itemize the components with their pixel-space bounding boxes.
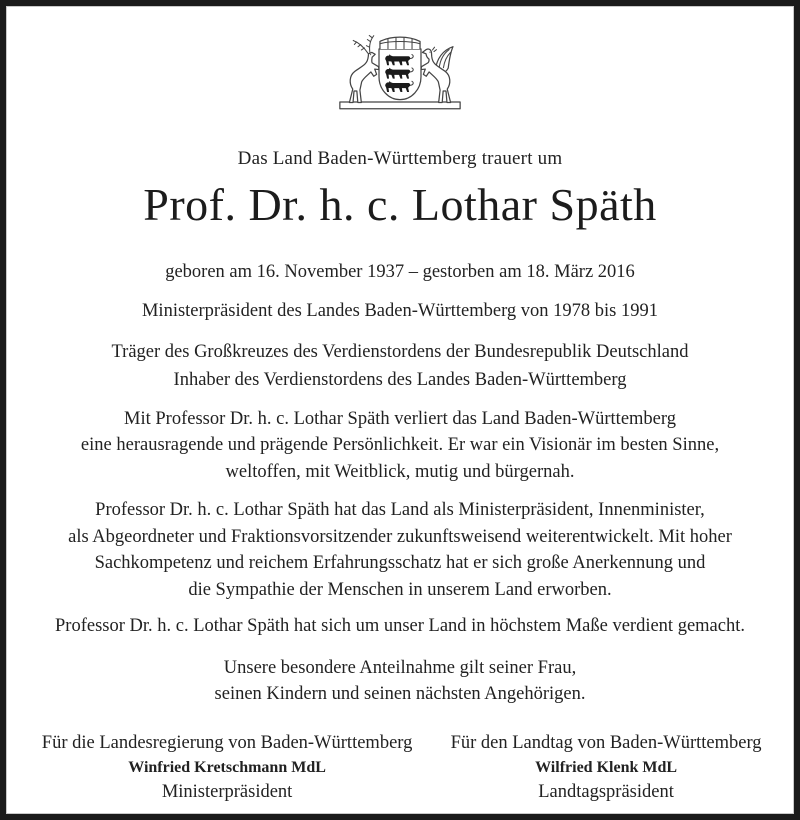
- paragraph-line: Professor Dr. h. c. Lothar Späth hat das Land als Ministerpräsident, Innenminister,: [95, 500, 705, 521]
- signatures-block: [7, 731, 793, 805]
- signature-state-parliament: [447, 731, 793, 805]
- paragraph-line: seinen Kindern und seinen nächsten Angehörigen.: [214, 684, 586, 705]
- obituary-inner-frame: [6, 6, 794, 814]
- tribute-paragraph: [7, 406, 793, 486]
- signature-organization: Für den Landtag von Baden-Württemberg: [450, 732, 762, 753]
- crown-icon: [380, 37, 420, 49]
- honors-block: [7, 338, 793, 394]
- griffin-icon: [421, 47, 453, 103]
- deceased-name: Prof. Dr. h. c. Lothar Späth: [143, 179, 657, 230]
- paragraph-line: Sachkompetenz und reichem Erfahrungsschatz hat er sich große Anerkennung und: [94, 553, 706, 574]
- shield-icon: [379, 49, 421, 100]
- signature-name: Wilfried Klenk MdL: [535, 758, 678, 776]
- crest-container: [7, 29, 793, 118]
- paragraph-line: Unsere besondere Anteilnahme gilt seiner Frau,: [223, 657, 577, 678]
- mourning-intro: Das Land Baden-Württemberg trauert um: [237, 148, 563, 169]
- honor-line: Träger des Großkreuzes des Verdienstordens der Bundesrepublik Deutschland: [111, 341, 689, 362]
- paragraph-line: Mit Professor Dr. h. c. Lothar Späth verliert das Land Baden-Württemberg: [124, 408, 676, 429]
- baden-wuerttemberg-coat-of-arms-icon: [336, 29, 464, 113]
- paragraph-line: als Abgeordneter und Fraktionsvorsitzender zukunftsweisend weiterentwickelt. Mit hoher: [68, 526, 732, 547]
- stag-icon: [349, 35, 379, 102]
- paragraph-line: die Sympathie der Menschen in unserem Land erworben.: [188, 579, 612, 600]
- honor-line: Inhaber des Verdienstordens des Landes Baden-Württemberg: [173, 369, 627, 390]
- paragraph-line: eine herausragende und prägende Persönlichkeit. Er war ein Visionär im besten Sinne,: [80, 435, 720, 456]
- signature-name: Winfried Kretschmann MdL: [128, 758, 326, 776]
- tribute-paragraph: [7, 613, 793, 640]
- paragraph-line: weltoffen, mit Weitblick, mutig und bürgernah.: [225, 461, 575, 482]
- signature-title: Landtagspräsident: [538, 781, 674, 802]
- signature-title: Ministerpräsident: [161, 781, 293, 802]
- paragraph-line: Professor Dr. h. c. Lothar Späth hat sich um unser Land in höchstem Maße verdient gemacht.: [55, 616, 745, 637]
- signature-state-government: [7, 731, 447, 805]
- signature-organization: Für die Landesregierung von Baden-Württemberg: [41, 732, 413, 753]
- condolence-paragraph: [7, 655, 793, 708]
- life-dates: geboren am 16. November 1937 – gestorben am 18. März 2016: [165, 261, 635, 282]
- office-held: Ministerpräsident des Landes Baden-Württemberg von 1978 bis 1991: [141, 300, 658, 321]
- tribute-paragraph: [7, 497, 793, 603]
